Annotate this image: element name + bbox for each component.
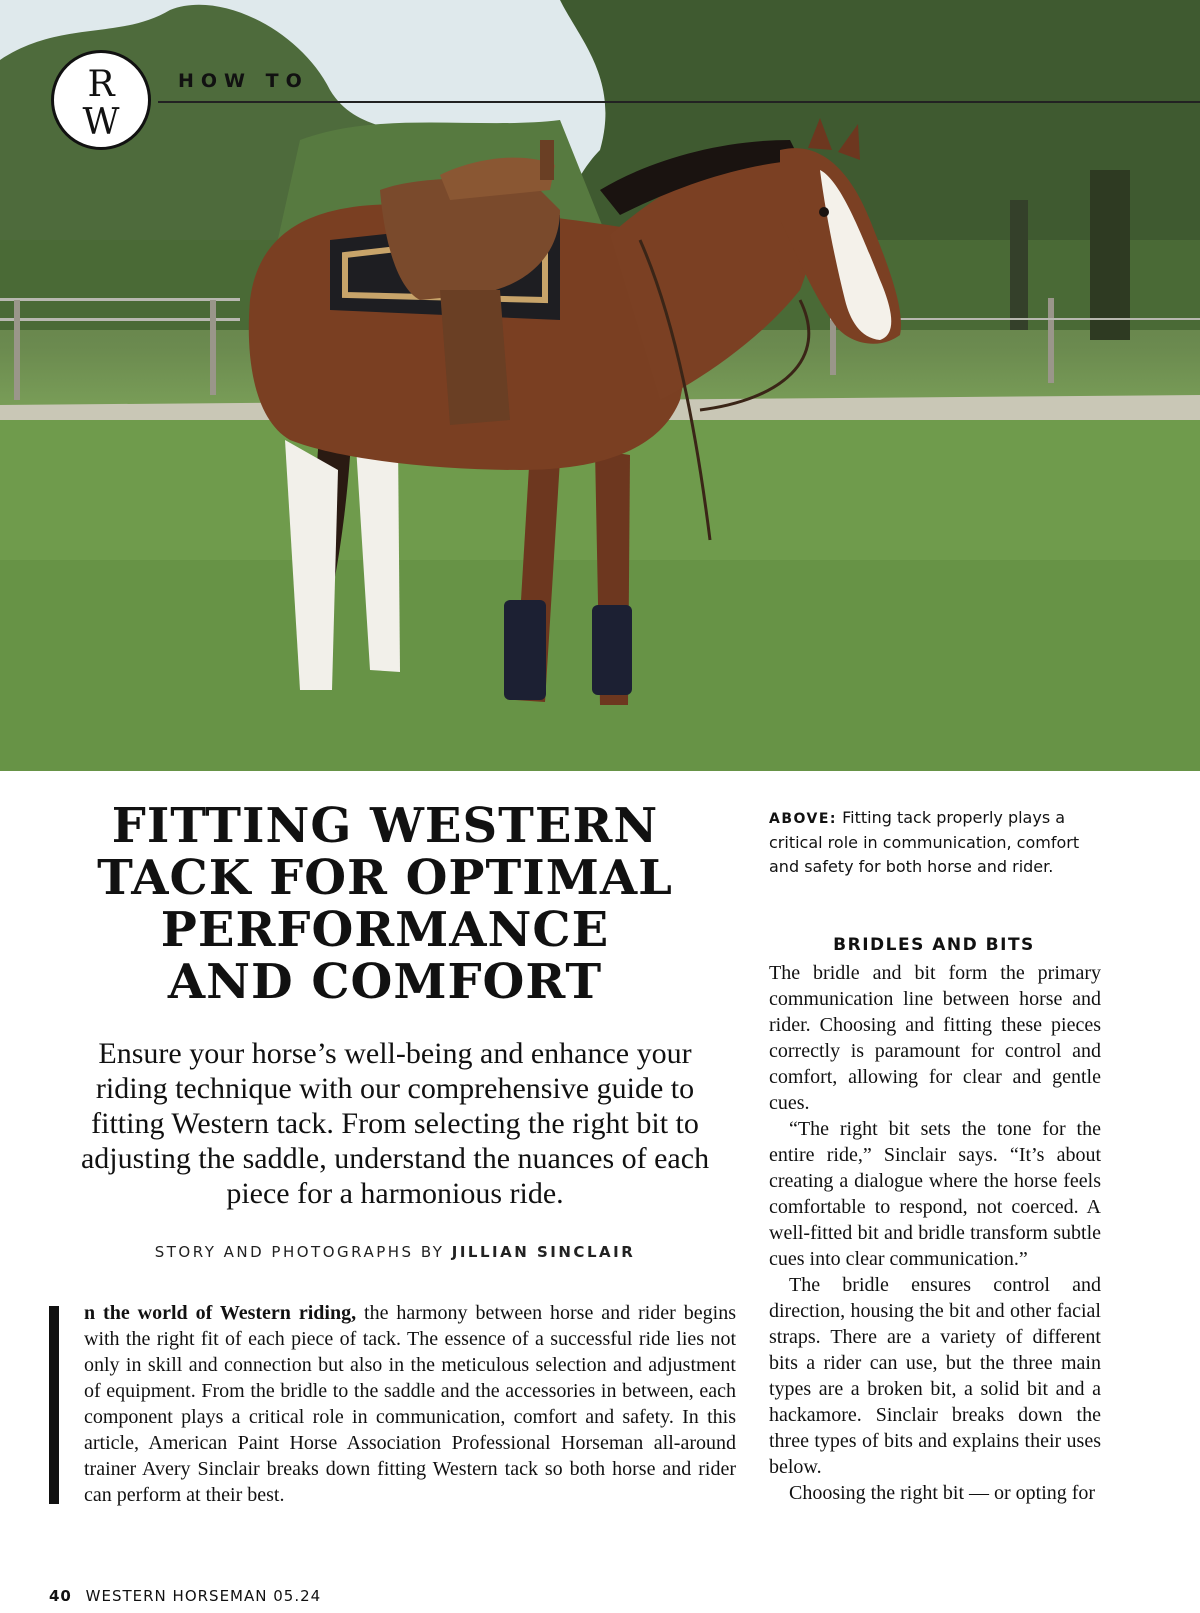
caption-label: ABOVE: [769,811,838,827]
lead-in: n the world of Western riding, [84,1302,357,1324]
section-paragraph: Choosing the right bit — or opting for [789,1482,1096,1504]
section-label: HOW TO [178,70,309,92]
caption-text: Fitting tack properly plays a critical role in communication, comfort and safety for both horse and rider. [769,808,1080,876]
intro-text: the harmony between horse and rider begins with the right fit of each piece of tack. The essence of a successful ride lies not only in skill and connection but also in the meticulous selection and adjustment of equipment. From the bridle to the saddle and the accessories in between, each component plays a critical role in communication, comfort and safety. In this article, American Paint Horse Association Professional Horseman all-around trainer Avery Sinclair breaks down fitting Western tack so both horse and rider can perform at their best. [84,1302,736,1506]
logo-letter-w: W [82,102,120,140]
page-number: 40 [49,1587,72,1605]
article-title: FITTING WESTERN TACK FOR OPTIMAL PERFORMANCE AND COMFORT [97,798,673,1010]
publication-name: WESTERN HORSEMAN [85,1587,268,1605]
section-rule [158,101,1200,103]
byline-prefix: STORY AND PHOTOGRAPHS BY [154,1243,445,1261]
article-dek: Ensure your horse’s well-being and enhance your riding technique with our comprehensive guide to fitting Western tack. From selecting the right bit to adjusting the saddle, understand the nuances of each piece for a harmonious ride. [80,1037,710,1210]
intro-paragraph [84,1300,736,1508]
logo-letter-r: R [87,64,115,105]
section-paragraph: “The right bit sets the tone for the entire ride,” Sinclair says. “It’s about creating a dialogue where the horse feels comfortable to respond, not coerced. A well-fitted bit and bridle transform subtle cues into clear communication.” [769,1118,1101,1270]
rw-monogram-icon [66,60,136,140]
photo-caption [769,806,1109,879]
section-paragraph: The bridle ensures control and direction, housing the bit and other facial straps. There are a variety of different bits a rider can use, but the three main types are a broken bit, a solid bit and a hackamore. Sinclair breaks down the three types of bits and explains their uses below. [769,1274,1101,1478]
brand-logo [51,50,151,150]
byline-author: JILLIAN SINCLAIR [451,1243,636,1261]
drop-cap-bar [49,1306,59,1504]
horse-photo-illustration [0,0,1200,771]
hero-photo [0,0,1200,771]
section-heading: BRIDLES AND BITS [833,935,1035,955]
page-footer [49,1587,321,1605]
issue-date: 05.24 [273,1587,322,1605]
section-body [769,960,1101,1506]
byline [60,1243,730,1261]
section-paragraph: The bridle and bit form the primary communication line between horse and rider. Choosing and fitting these pieces correctly is paramount for control and comfort, allowing for clear and gentle cues. [769,962,1101,1114]
